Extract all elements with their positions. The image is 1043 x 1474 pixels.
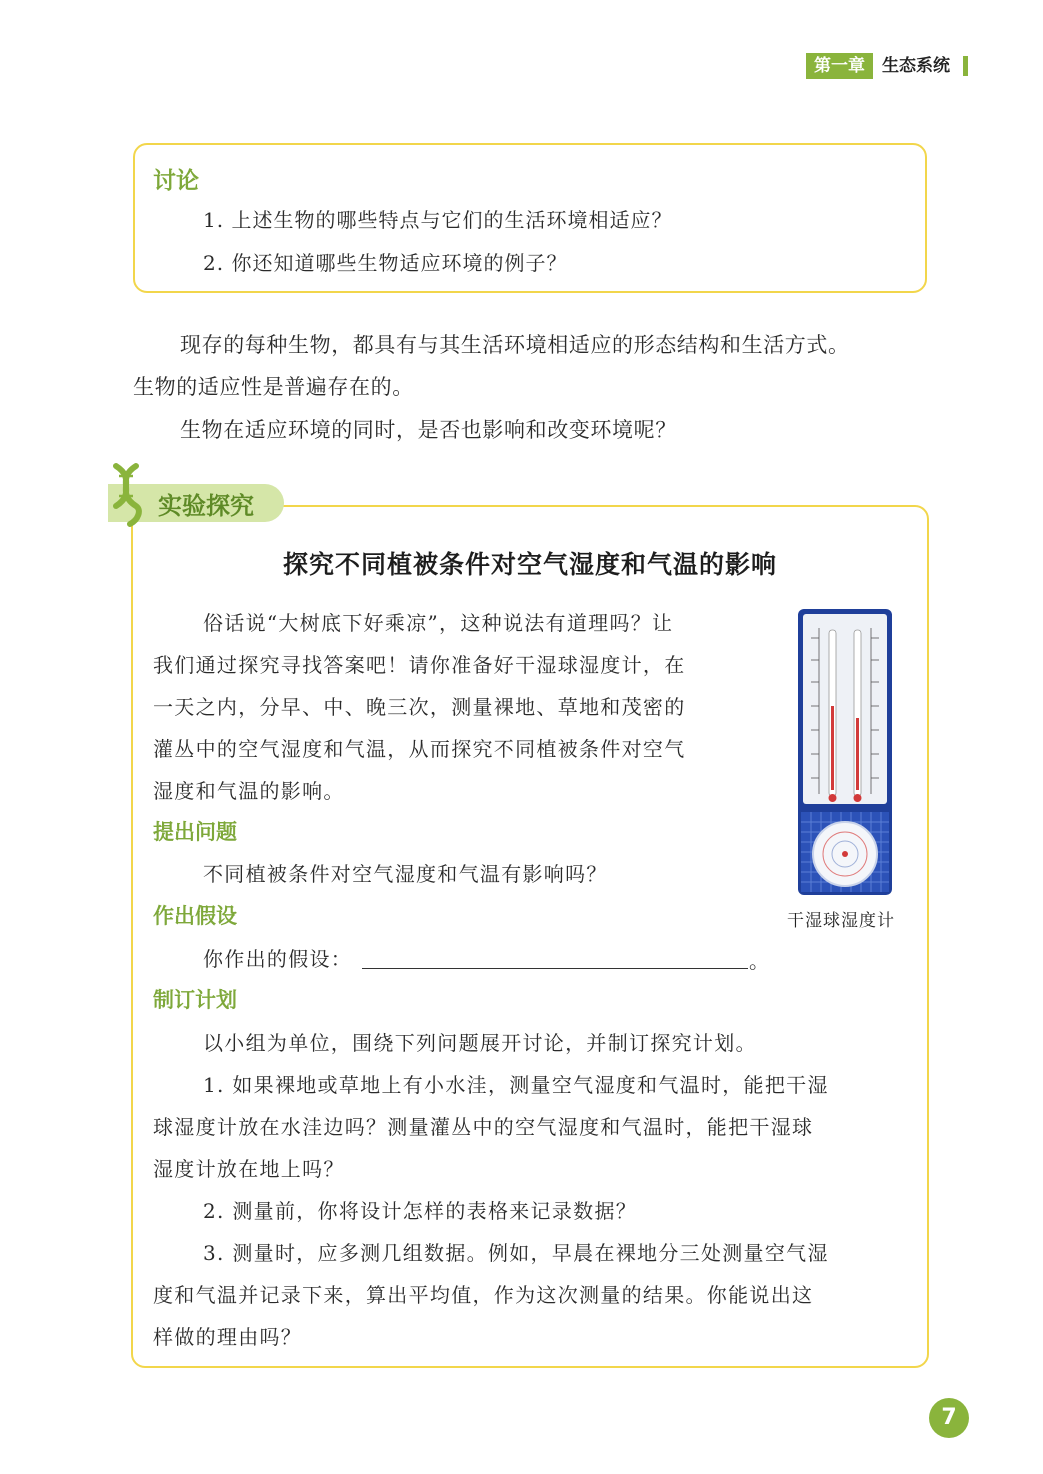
plan-line-7: 度和气温并记录下来，算出平均值，作为这次测量的结果。你能说出这 — [153, 1283, 814, 1307]
dna-icon — [108, 462, 144, 528]
hypothesis-answer-line[interactable] — [362, 968, 748, 969]
intro-line-1: 俗话说“大树底下好乘凉”，这种说法有道理吗？让 — [203, 611, 674, 635]
plan-line-2: 1. 如果裸地或草地上有小水洼，测量空气湿度和气温时，能把干湿 — [203, 1073, 829, 1097]
experiment-title: 探究不同植被条件对空气湿度和气温的影响 — [282, 550, 777, 579]
section-hypothesis-heading: 作出假设 — [153, 904, 237, 928]
experiment-badge-label: 实验探究 — [158, 492, 254, 520]
discussion-question-1: 1. 上述生物的哪些特点与它们的生活环境相适应？ — [203, 208, 673, 232]
intro-line-3: 一天之内，分早、中、晚三次，测量裸地、草地和茂密的 — [153, 695, 686, 719]
hypothesis-end-mark: 。 — [749, 949, 769, 973]
intro-line-5: 湿度和气温的影响。 — [153, 779, 345, 803]
plan-line-1: 以小组为单位，围绕下列问题展开讨论，并制订探究计划。 — [203, 1031, 757, 1055]
plan-line-6: 3. 测量时，应多测几组数据。例如，早晨在裸地分三处测量空气湿 — [203, 1241, 829, 1265]
plan-line-4: 湿度计放在地上吗？ — [153, 1157, 345, 1181]
body-paragraph-1-line-1: 现存的每种生物，都具有与其生活环境相适应的形态结构和生活方式。 — [180, 333, 850, 357]
page-number: 7 — [929, 1398, 969, 1438]
hypothesis-prompt: 你作出的假设： — [203, 947, 353, 971]
intro-line-2: 我们通过探究寻找答案吧！请你准备好干湿球湿度计，在 — [153, 653, 686, 677]
intro-line-4: 灌丛中的空气湿度和气温，从而探究不同植被条件对空气 — [153, 737, 686, 761]
hygrometer-illustration — [797, 608, 893, 896]
plan-line-3: 球湿度计放在水洼边吗？测量灌丛中的空气湿度和气温时，能把干湿球 — [153, 1115, 814, 1139]
section-plan-heading: 制订计划 — [153, 988, 237, 1012]
body-paragraph-2: 生物在适应环境的同时，是否也影响和改变环境呢？ — [180, 418, 677, 442]
chapter-bar — [963, 56, 968, 76]
question-text: 不同植被条件对空气湿度和气温有影响吗？ — [203, 862, 608, 886]
chapter-label: 第一章 — [806, 53, 873, 79]
chapter-title: 生态系统 — [882, 56, 950, 76]
discussion-question-2: 2. 你还知道哪些生物适应环境的例子？ — [203, 251, 568, 275]
plan-line-8: 样做的理由吗？ — [153, 1325, 303, 1349]
body-paragraph-1-line-2: 生物的适应性是普遍存在的。 — [133, 375, 414, 399]
section-question-heading: 提出问题 — [153, 820, 237, 844]
figure-caption: 干湿球湿度计 — [787, 911, 895, 931]
plan-line-5: 2. 测量前，你将设计怎样的表格来记录数据？ — [203, 1199, 638, 1223]
discussion-title: 讨论 — [153, 168, 199, 194]
